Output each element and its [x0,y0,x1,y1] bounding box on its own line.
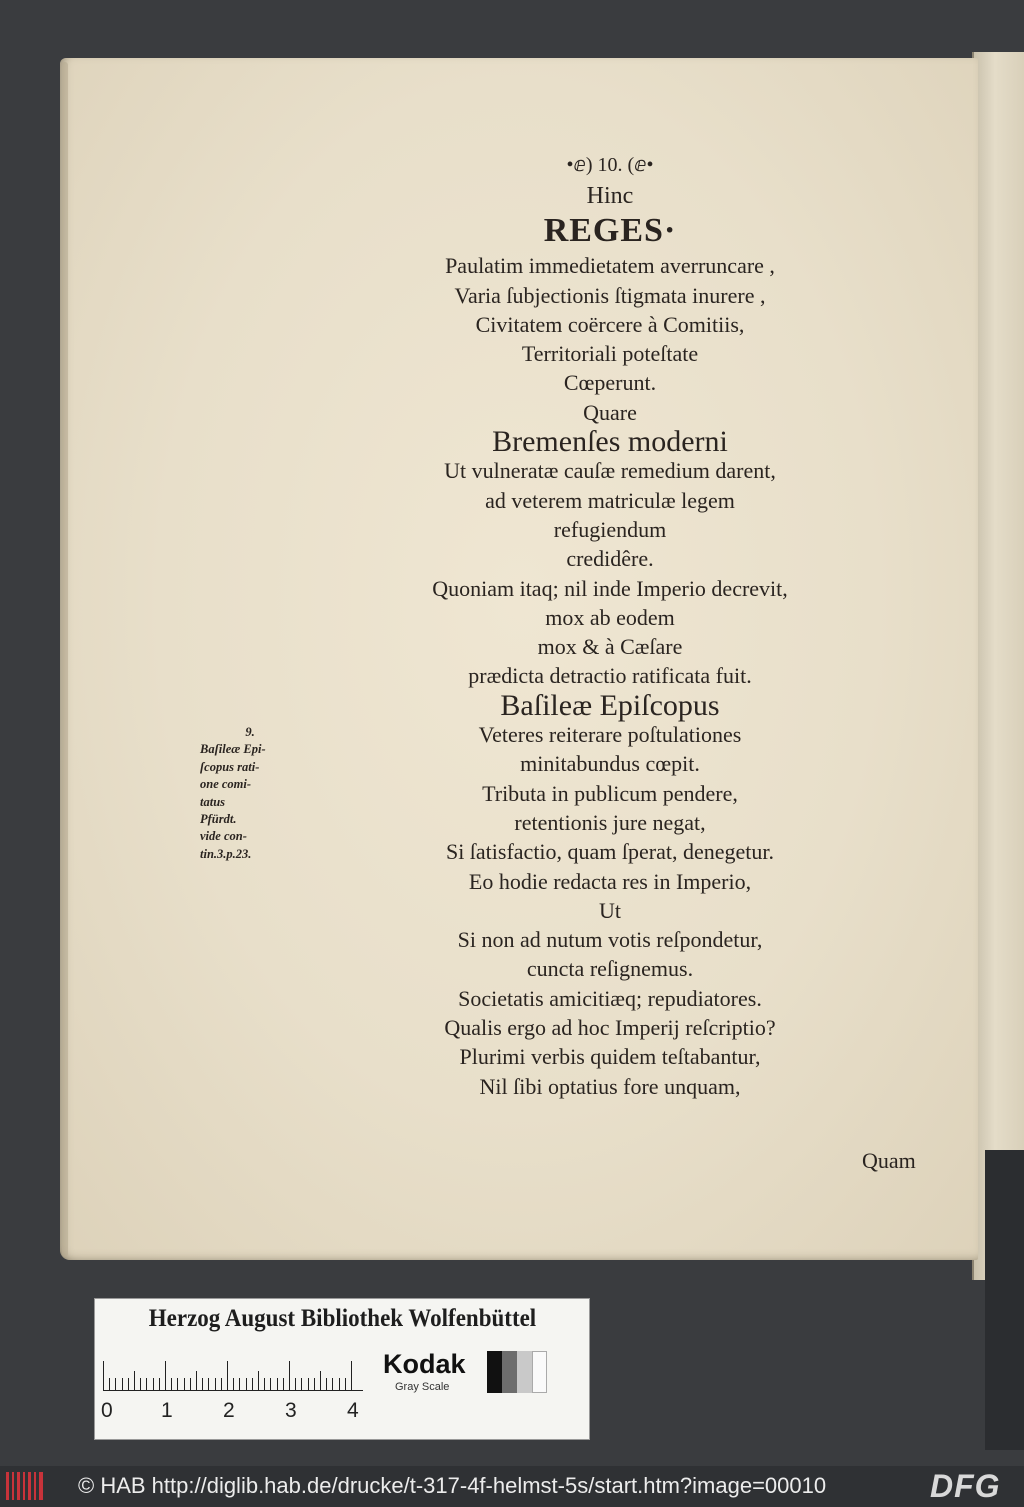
ruler-tick [295,1378,296,1391]
scanner-shadow [985,1150,1024,1450]
ruler-tick [165,1361,166,1391]
text-line: cuncta reſignemus. [526,956,694,982]
ruler-tick [314,1378,315,1391]
text-line: Varia ſubjectionis ſtigmata inurere , [454,282,766,308]
text-line: Quoniam itaq; nil inde Imperio decrevit, [432,575,788,601]
text-line: Eo hodie redacta res in Imperio, [468,868,752,894]
ruler-number: 0 [101,1399,113,1422]
text-line-heading: REGES· [543,212,677,250]
text-line: Nil ſibi optatius fore unquam, [479,1073,741,1099]
ruler-tick [246,1378,247,1391]
ruler-tick [134,1371,135,1391]
text-line: Ut [599,897,621,923]
text-line: credidêre. [566,546,654,572]
text-line: Ut vulneratæ cauſæ remedium darent, [444,458,776,484]
text-line: Cœperunt. [563,370,657,396]
ruler-tick [227,1361,228,1391]
ruler-tick [233,1378,234,1391]
marginal-note-line: tin.3.p.23. [200,846,252,861]
marginal-note-number: 9. [245,725,255,739]
ruler-tick [289,1361,290,1391]
ruler-tick [184,1378,185,1391]
footer-bar [0,1466,1024,1507]
dfg-logo: DFG [930,1468,1001,1504]
marginal-note [200,724,300,863]
library-name: Herzog August Bibliothek Wolfenbüttel [148,1305,537,1332]
gray-scale-label: Gray Scale [395,1381,450,1393]
text-line: mox & à Cæſare [537,634,683,660]
ruler-tick [332,1378,333,1391]
ruler-tick [339,1378,340,1391]
ruler-tick [202,1378,203,1391]
text-line: refugiendum [553,516,667,542]
text-line: Plurimi verbis quidem teſtabantur, [459,1044,761,1070]
ruler-tick [208,1378,209,1391]
catchword: Quam [862,1148,916,1173]
ruler-tick [177,1378,178,1391]
ruler-tick [270,1378,271,1391]
ruler-tick [103,1361,104,1391]
ruler-tick [264,1378,265,1391]
gray-swatch-black [487,1351,502,1393]
ruler-tick [326,1378,327,1391]
ruler-tick [221,1378,222,1391]
ruler-tick [122,1378,123,1391]
marginal-note-line: vide con- [200,829,247,844]
ruler-tick [159,1378,160,1391]
marginal-note-line: ſcopus rati- [200,759,260,774]
ruler-tick [153,1378,154,1391]
gray-swatch-light [517,1351,532,1393]
marginal-note-line: Baſileæ Epi- [200,742,266,757]
facing-page-edge [972,52,1024,1280]
text-line: Veteres reiterare poſtulationes [478,722,742,748]
text-line: mox ab eodem [545,604,675,630]
text-line-heading: Bremenſes moderni [492,425,728,459]
page-gutter [62,62,68,1257]
ruler-number: 4 [347,1399,359,1422]
ruler-number: 3 [285,1399,297,1422]
text-line: Paulatim immedietatem averruncare , [445,253,775,279]
text-line: Quare [583,399,637,425]
ruler-tick [258,1371,259,1391]
ruler-tick [283,1378,284,1391]
marginal-note-line: one comi- [200,777,252,792]
ruler-tick [128,1378,129,1391]
ruler-tick [345,1378,346,1391]
ruler-number: 2 [223,1399,235,1422]
copyright-link[interactable]: © HAB http://diglib.hab.de/drucke/t-317-4f-helmst-5s/start.htm?image=00010 [78,1473,827,1498]
ruler-tick [239,1378,240,1391]
ruler-tick [320,1371,321,1391]
gray-swatch-white [532,1351,547,1393]
ruler-number: 1 [161,1399,173,1422]
ruler-tick [351,1361,352,1391]
text-line: Hinc [586,183,634,209]
text-line: Civitatem coërcere à Comitiis, [475,311,745,337]
ruler-tick [301,1378,302,1391]
kodak-logo: Kodak [383,1349,466,1379]
color-reference-card [94,1298,590,1440]
text-line: retentionis jure negat, [514,809,706,835]
ruler [103,1359,363,1391]
ruler-tick [277,1378,278,1391]
ruler-tick [171,1378,172,1391]
ruler-tick [140,1378,141,1391]
ruler-tick [215,1378,216,1391]
ruler-tick [308,1378,309,1391]
barcode-icon [6,1472,46,1500]
text-line: Tributa in publicum pendere, [482,780,738,806]
page-header: •ⅇ) 10. (ⅇ• [566,154,654,176]
ruler-tick [252,1378,253,1391]
ruler-tick [109,1378,110,1391]
marginal-note-line: tatus [200,794,226,809]
marginal-note-line: Pfürdt. [200,812,237,827]
text-line: Societatis amicitiæq; repudiatores. [458,985,762,1011]
ruler-tick [146,1378,147,1391]
text-line-heading: Baſileæ Epiſcopus [500,688,720,722]
text-line: ad veterem matriculæ legem [485,487,735,513]
ruler-tick [196,1371,197,1391]
text-line: minitabundus cœpit. [520,751,700,777]
text-line: Qualis ergo ad hoc Imperij reſcriptio? [444,1015,776,1041]
text-line: Territoriali poteſtate [521,341,699,367]
ruler-tick [115,1378,116,1391]
text-line: prædicta detractio ratificata fuit. [468,663,752,689]
text-line: Si non ad nutum votis reſpondetur, [457,927,763,953]
text-line: Si ſatisfactio, quam ſperat, denegetur. [445,839,775,865]
ruler-tick [190,1378,191,1391]
gray-swatch-mid [502,1351,517,1393]
page-text [330,148,890,1101]
